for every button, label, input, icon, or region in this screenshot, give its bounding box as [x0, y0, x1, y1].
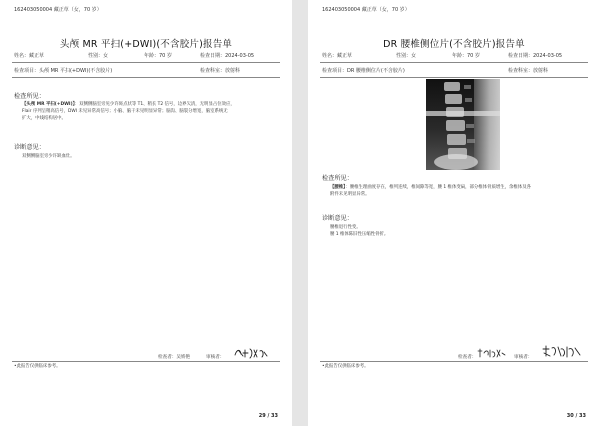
divider	[12, 361, 280, 362]
diagnosis-text	[22, 153, 278, 160]
page-number: 29 / 33	[258, 413, 278, 419]
reviewer-signature-image	[541, 344, 583, 359]
divider	[12, 77, 280, 78]
report-page-dr	[308, 0, 600, 426]
findings-line-text: ：腰椎生理曲度存在，椎列连续，椎间隙等宽，腰 1 椎体变扁，部分椎体骨质增生，余椎体及各	[345, 185, 531, 190]
findings-line: 附件未见明显异常。	[330, 192, 370, 197]
patient-header-id: 162403050004 藏正草（女，70 岁）	[14, 7, 102, 13]
patient-header-id: 162403050004 藏正草（女，70 岁）	[322, 7, 410, 13]
diagnosis-line: 双侧侧脑室旁少许缺血灶。	[22, 154, 75, 159]
findings-line	[330, 184, 586, 191]
diagnosis-line: 腰椎退行性变。	[330, 225, 361, 230]
reviewer-signature-image	[233, 346, 269, 360]
diagnosis-heading: 诊断意见：	[14, 144, 45, 151]
patient-name: 姓名：藏正草	[14, 53, 45, 59]
findings-line-text: ：双侧侧脑室旁见少许斑点状等 T1、稍长 T2 信号，边界欠清，无明显占位效应，	[74, 102, 235, 107]
exam-dept: 检查科室：放射科	[508, 68, 549, 74]
findings-line: 扩大，中线结构居中。	[22, 116, 66, 121]
exam-date: 检查日期：2024-03-05	[508, 53, 563, 59]
xray-image	[426, 79, 500, 170]
disclaimer: •此报告仅供临床参考。	[14, 364, 61, 369]
page-number: 30 / 33	[566, 413, 586, 419]
patient-sex: 性别：女	[396, 53, 417, 59]
doctor-signature-image	[476, 347, 506, 359]
diagnosis-text	[330, 224, 586, 238]
disclaimer: •此报告仅供临床参考。	[322, 364, 369, 369]
patient-sex: 性别：女	[88, 53, 109, 59]
diagnosis-line: 腰 1 椎体陈旧性压缩性骨折。	[330, 232, 389, 237]
doctor-label: 检查者：吴娇艳	[158, 355, 191, 360]
diagnosis-heading: 诊断意见：	[322, 215, 353, 222]
doctor-label: 检查者：	[458, 355, 477, 360]
report-title: 头颅 MR 平扫(+DWI)(不含胶片)报告单	[59, 39, 233, 50]
reviewer-label: 审核者：	[206, 355, 225, 360]
report-title: DR 腰椎侧位片(不含胶片)报告单	[383, 39, 525, 50]
exam-item: 检查项目：DR 腰椎侧位片(不含胶片)	[322, 68, 405, 74]
findings-line: Flair 序列呈稍高信号，DWI 未见异常高信号；小脑、脑干未见明显异常；脑沟、脑裂分增宽，脑室系统无	[22, 109, 228, 114]
findings-text	[330, 184, 586, 198]
divider	[12, 62, 280, 63]
findings-line	[22, 101, 278, 108]
patient-age: 年龄：70 岁	[144, 53, 172, 59]
patient-age: 年龄：70 岁	[452, 53, 480, 59]
findings-heading: 检查所见：	[322, 175, 353, 182]
findings-text	[22, 101, 278, 122]
report-page-mr	[0, 0, 292, 426]
reviewer-label: 审核者：	[514, 355, 533, 360]
findings-tag: 【头颅 MR 平扫(+DWI)】	[22, 102, 75, 107]
exam-dept: 检查科室：放射科	[200, 68, 241, 74]
divider	[320, 77, 588, 78]
divider	[320, 62, 588, 63]
divider	[320, 361, 588, 362]
findings-tag: 【腰椎】	[330, 185, 346, 190]
exam-date: 检查日期：2024-03-05	[200, 53, 255, 59]
findings-heading: 检查所见：	[14, 93, 45, 100]
exam-item: 检查项目：头颅 MR 平扫(+DWI)(不含胶片)	[14, 68, 113, 74]
patient-name: 姓名：藏正草	[322, 53, 353, 59]
